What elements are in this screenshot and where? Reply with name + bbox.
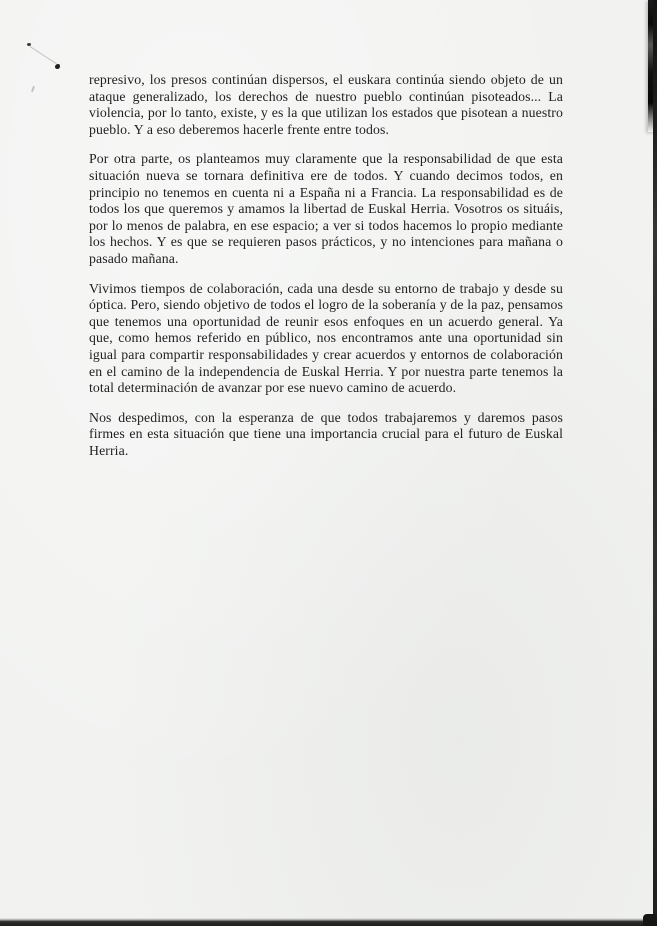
- scan-edge-bottom: [0, 918, 657, 926]
- text-line: total determinación de avanzar por ese nuevo camino de acuerdo.: [89, 380, 457, 396]
- scan-scratch: [29, 46, 56, 64]
- text-line: óptica. Pero, siendo objetivo de todos el logro de la soberanía y de la paz, pensamos: [89, 297, 563, 313]
- paragraph-3: [89, 281, 563, 397]
- text-line: pueblo. Y a eso deberemos hacerle frente entre todos.: [89, 121, 390, 137]
- paragraph-4: [89, 410, 563, 460]
- text-line: igual para compartir responsabilidades y crear acuerdos y entornos de colaboración: [89, 346, 563, 362]
- paragraph-2: [89, 151, 563, 267]
- scan-edge-right: [653, 0, 657, 926]
- text-line: principio no tenemos en cuenta ni a España ni a Francia. La responsabilidad es de: [89, 184, 563, 200]
- text-line: situación nueva se tornara definitiva ere de todos. Y cuando decimos todos, en: [89, 167, 563, 183]
- document-text: [89, 72, 563, 472]
- text-line: por lo menos de palabra, en ese espacio; a ver si todos hacemos lo propio mediante: [89, 217, 563, 233]
- scan-scratch: [31, 86, 35, 92]
- scan-speck: [55, 64, 60, 69]
- text-line: los hechos. Y es que se requieren pasos prácticos, y no intenciones para mañana o: [89, 234, 563, 250]
- text-line: en el camino de la independencia de Euskal Herria. Y por nuestra parte tenemos la: [89, 363, 563, 379]
- text-line: pasado mañana.: [89, 250, 179, 266]
- text-line: represivo, los presos continúan dispersos, el euskara continúa siendo objeto de un: [89, 72, 563, 87]
- text-line: violencia, por lo tanto, existe, y es la que utilizan los estados que pisotean a nuestro: [89, 105, 563, 121]
- paragraph-1: [89, 72, 563, 138]
- text-line: que tenemos una oportunidad de reunir esos enfoques en un acuerdo general. Ya: [89, 313, 563, 329]
- text-line: ataque generalizado, los derechos de nuestro pueblo continúan pisoteados... La: [89, 88, 563, 104]
- text-line: Vivimos tiempos de colaboración, cada una desde su entorno de trabajo y desde su: [89, 280, 563, 296]
- text-line: Por otra parte, os planteamos muy claramente que la responsabilidad de que esta: [89, 151, 563, 167]
- text-line: Herria.: [89, 442, 129, 458]
- text-line: que, como hemos referido en público, nos encontramos ante una oportunidad sin: [89, 330, 563, 346]
- scan-edge-bottom-right-corner: [643, 914, 657, 926]
- text-line: Nos despedimos, con la esperanza de que todos trabajaremos y daremos pasos: [89, 409, 563, 425]
- text-line: todos los que queremos y amamos la libertad de Euskal Herria. Vosotros os situáis,: [89, 201, 563, 217]
- text-line: firmes en esta situación que tiene una importancia crucial para el futuro de Euskal: [89, 426, 563, 442]
